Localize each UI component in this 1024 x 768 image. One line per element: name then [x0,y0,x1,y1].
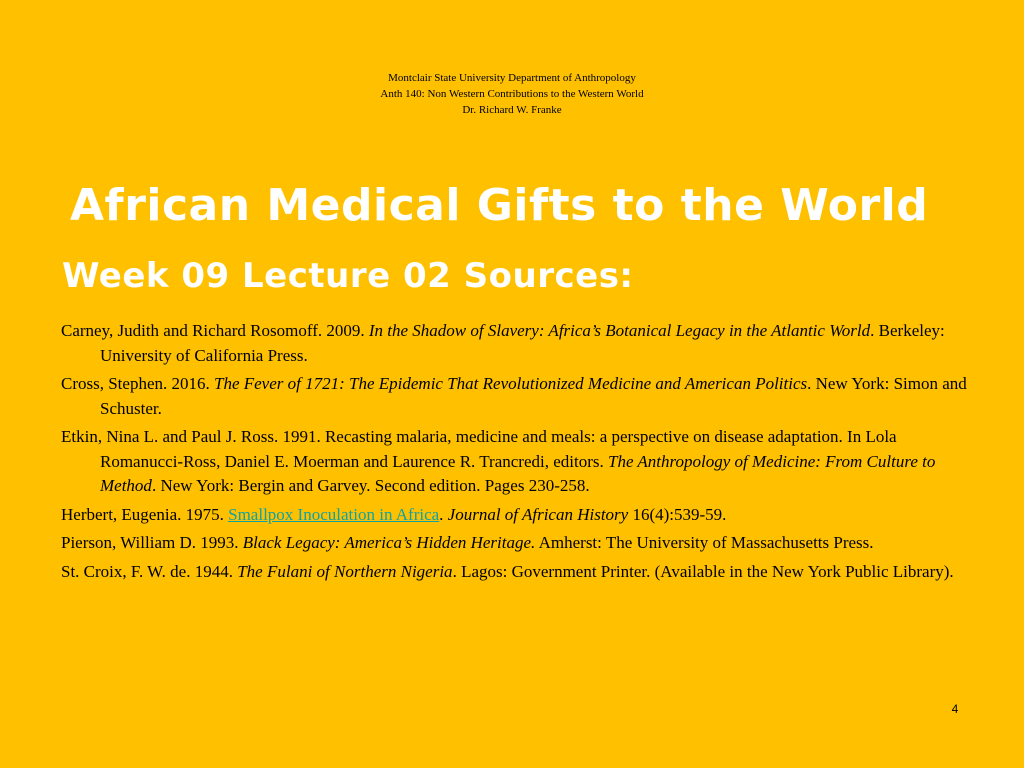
reference-separator: . [439,504,448,524]
reference-publisher: . Lagos: Government Printer. (Available in the New York Public Library). [452,561,954,581]
reference-title: In the Shadow of Slavery: Africa’s Botanical Legacy in the Atlantic World [368,321,871,340]
smallpox-inoculation-link[interactable]: Smallpox Inoculation in Africa [228,504,440,524]
header-line-department: Montclair State University Department of Anthropology [388,72,636,84]
reference-title: Black Legacy: America’s Hidden Heritage. [242,533,536,552]
reference-publisher: Amherst: The University of Massachusetts Press. [535,533,874,552]
reference-publisher: . New York: Bergin and Garvey. Second edition. Pages 230-258. [151,476,590,495]
slide-title: African Medical Gifts to the World [70,180,929,231]
reference-volume: 16(4):539-59. [628,504,727,524]
header-line-course: Anth 140: Non Western Contributions to the Western World [380,88,644,100]
reference-pierson [61,531,981,556]
reference-text: Cross, Stephen. 2016. [61,374,214,393]
slide-subtitle: Week 09 Lecture 02 Sources: [62,256,634,296]
reference-text: Etkin, Nina L. and Paul J. Ross. 1991. Recasting malaria, medicine and meals: a perspective on disease adaptation. In Lola Romanucci-Ross, Daniel E. Moerman and Laurence R. Trancredi, editors. [61,427,897,471]
reference-title: The Fever of 1721: The Epidemic That Revolutionized Medicine and American Politics [214,374,808,393]
reference-etkin [61,425,981,499]
reference-herbert [61,503,981,528]
reference-text: Pierson, William D. 1993. [61,533,243,552]
course-header [0,70,1024,118]
reference-title: The Anthropology of Medicine: From Culture to Method [100,451,936,495]
reference-list [61,319,981,588]
header-line-instructor: Dr. Richard W. Franke [462,104,562,116]
reference-publisher: . New York: Simon and Schuster. [100,374,967,418]
reference-publisher: . Berkeley: University of California Press. [100,321,945,365]
reference-text: Herbert, Eugenia. 1975. [61,504,229,524]
reference-journal: Journal of African History [447,504,629,524]
reference-text: Carney, Judith and Richard Rosomoff. 2009. [61,321,369,340]
reference-carney [61,319,981,368]
reference-text: St. Croix, F. W. de. 1944. [61,561,238,581]
reference-title: The Fulani of Northern Nigeria [237,561,453,581]
reference-cross [61,372,981,421]
page-number: 4 [951,702,959,716]
reference-st-croix [61,560,981,585]
